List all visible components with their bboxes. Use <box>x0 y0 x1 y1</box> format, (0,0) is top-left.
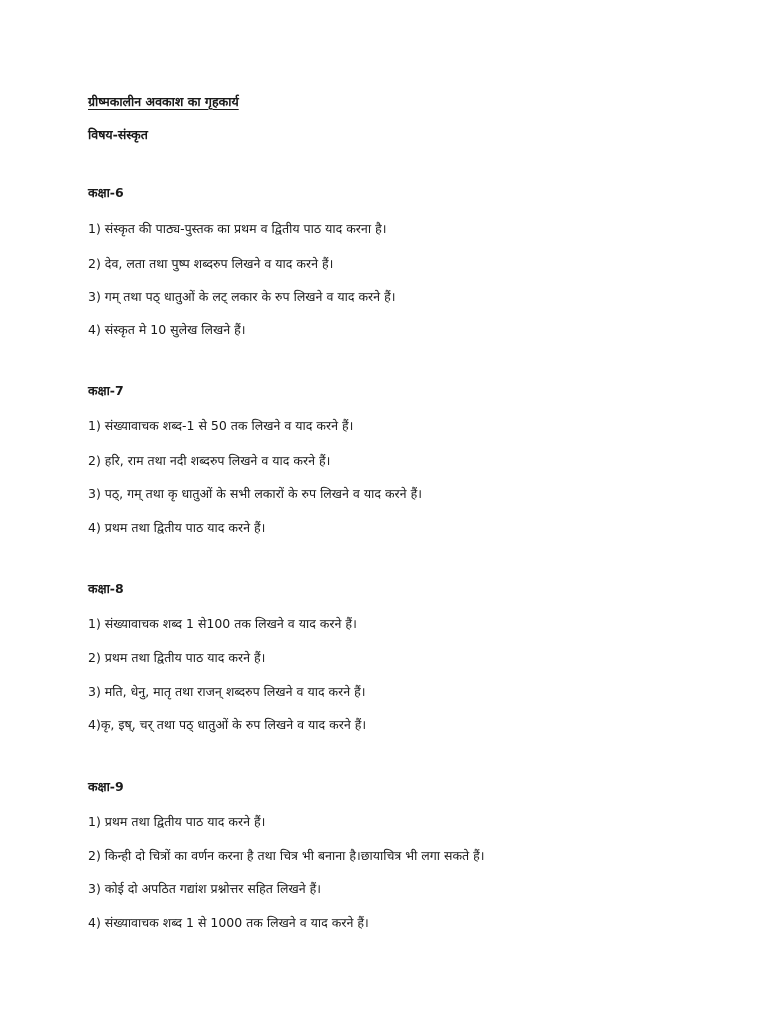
subject-line: विषय-संस्कृत <box>88 127 148 142</box>
class-7-heading: कक्षा-7 <box>88 383 124 398</box>
list-item: 2) देव, लता तथा पुष्प शब्दरुप लिखने व याद करने हैं। <box>88 256 334 271</box>
list-item: 3) मति, धेनु, मातृ तथा राजन् शब्दरुप लिखने व याद करने हैं। <box>88 684 366 699</box>
list-item: 3) पठ्, गम् तथा कृ धातुओं के सभी लकारों के रुप लिखने व याद करने हैं। <box>88 486 422 501</box>
page-title: ग्रीष्मकालीन अवकाश का गृहकार्य <box>88 94 239 109</box>
list-item: 2) प्रथम तथा द्वितीय पाठ याद करने हैं। <box>88 650 266 665</box>
list-item: 1) संस्कृत की पाठ्य-पुस्तक का प्रथम व द्वितीय पाठ याद करना है। <box>88 221 387 236</box>
list-item: 2) किन्ही दो चित्रों का वर्णन करना है तथा चित्र भी बनाना है।छायाचित्र भी लगा सकते हैं। <box>88 848 485 863</box>
list-item: 2) हरि, राम तथा नदी शब्दरुप लिखने व याद करने हैं। <box>88 453 331 468</box>
list-item: 3) कोई दो अपठित गद्यांश प्रश्नोत्तर सहित लिखने हैं। <box>88 881 322 896</box>
class-6-heading: कक्षा-6 <box>88 185 124 200</box>
list-item: 3) गम् तथा पठ् धातुओं के लट् लकार के रुप लिखने व याद करने हैं। <box>88 289 396 304</box>
list-item: 1) संख्यावाचक शब्द-1 से 50 तक लिखने व याद करने हैं। <box>88 418 354 433</box>
list-item: 4)कृ, इष्, चर् तथा पठ् धातुओं के रुप लिखने व याद करने हैं। <box>88 717 367 732</box>
list-item: 4) संस्कृत मे 10 सुलेख लिखने हैं। <box>88 322 246 337</box>
class-8-heading: कक्षा-8 <box>88 581 124 596</box>
list-item: 4) प्रथम तथा द्वितीय पाठ याद करने हैं। <box>88 520 266 535</box>
list-item: 1) प्रथम तथा द्वितीय पाठ याद करने हैं। <box>88 814 266 829</box>
class-9-heading: कक्षा-9 <box>88 779 124 794</box>
list-item: 1) संख्यावाचक शब्द 1 से100 तक लिखने व याद करने हैं। <box>88 616 357 631</box>
list-item: 4) संख्यावाचक शब्द 1 से 1000 तक लिखने व याद करने हैं। <box>88 915 369 930</box>
